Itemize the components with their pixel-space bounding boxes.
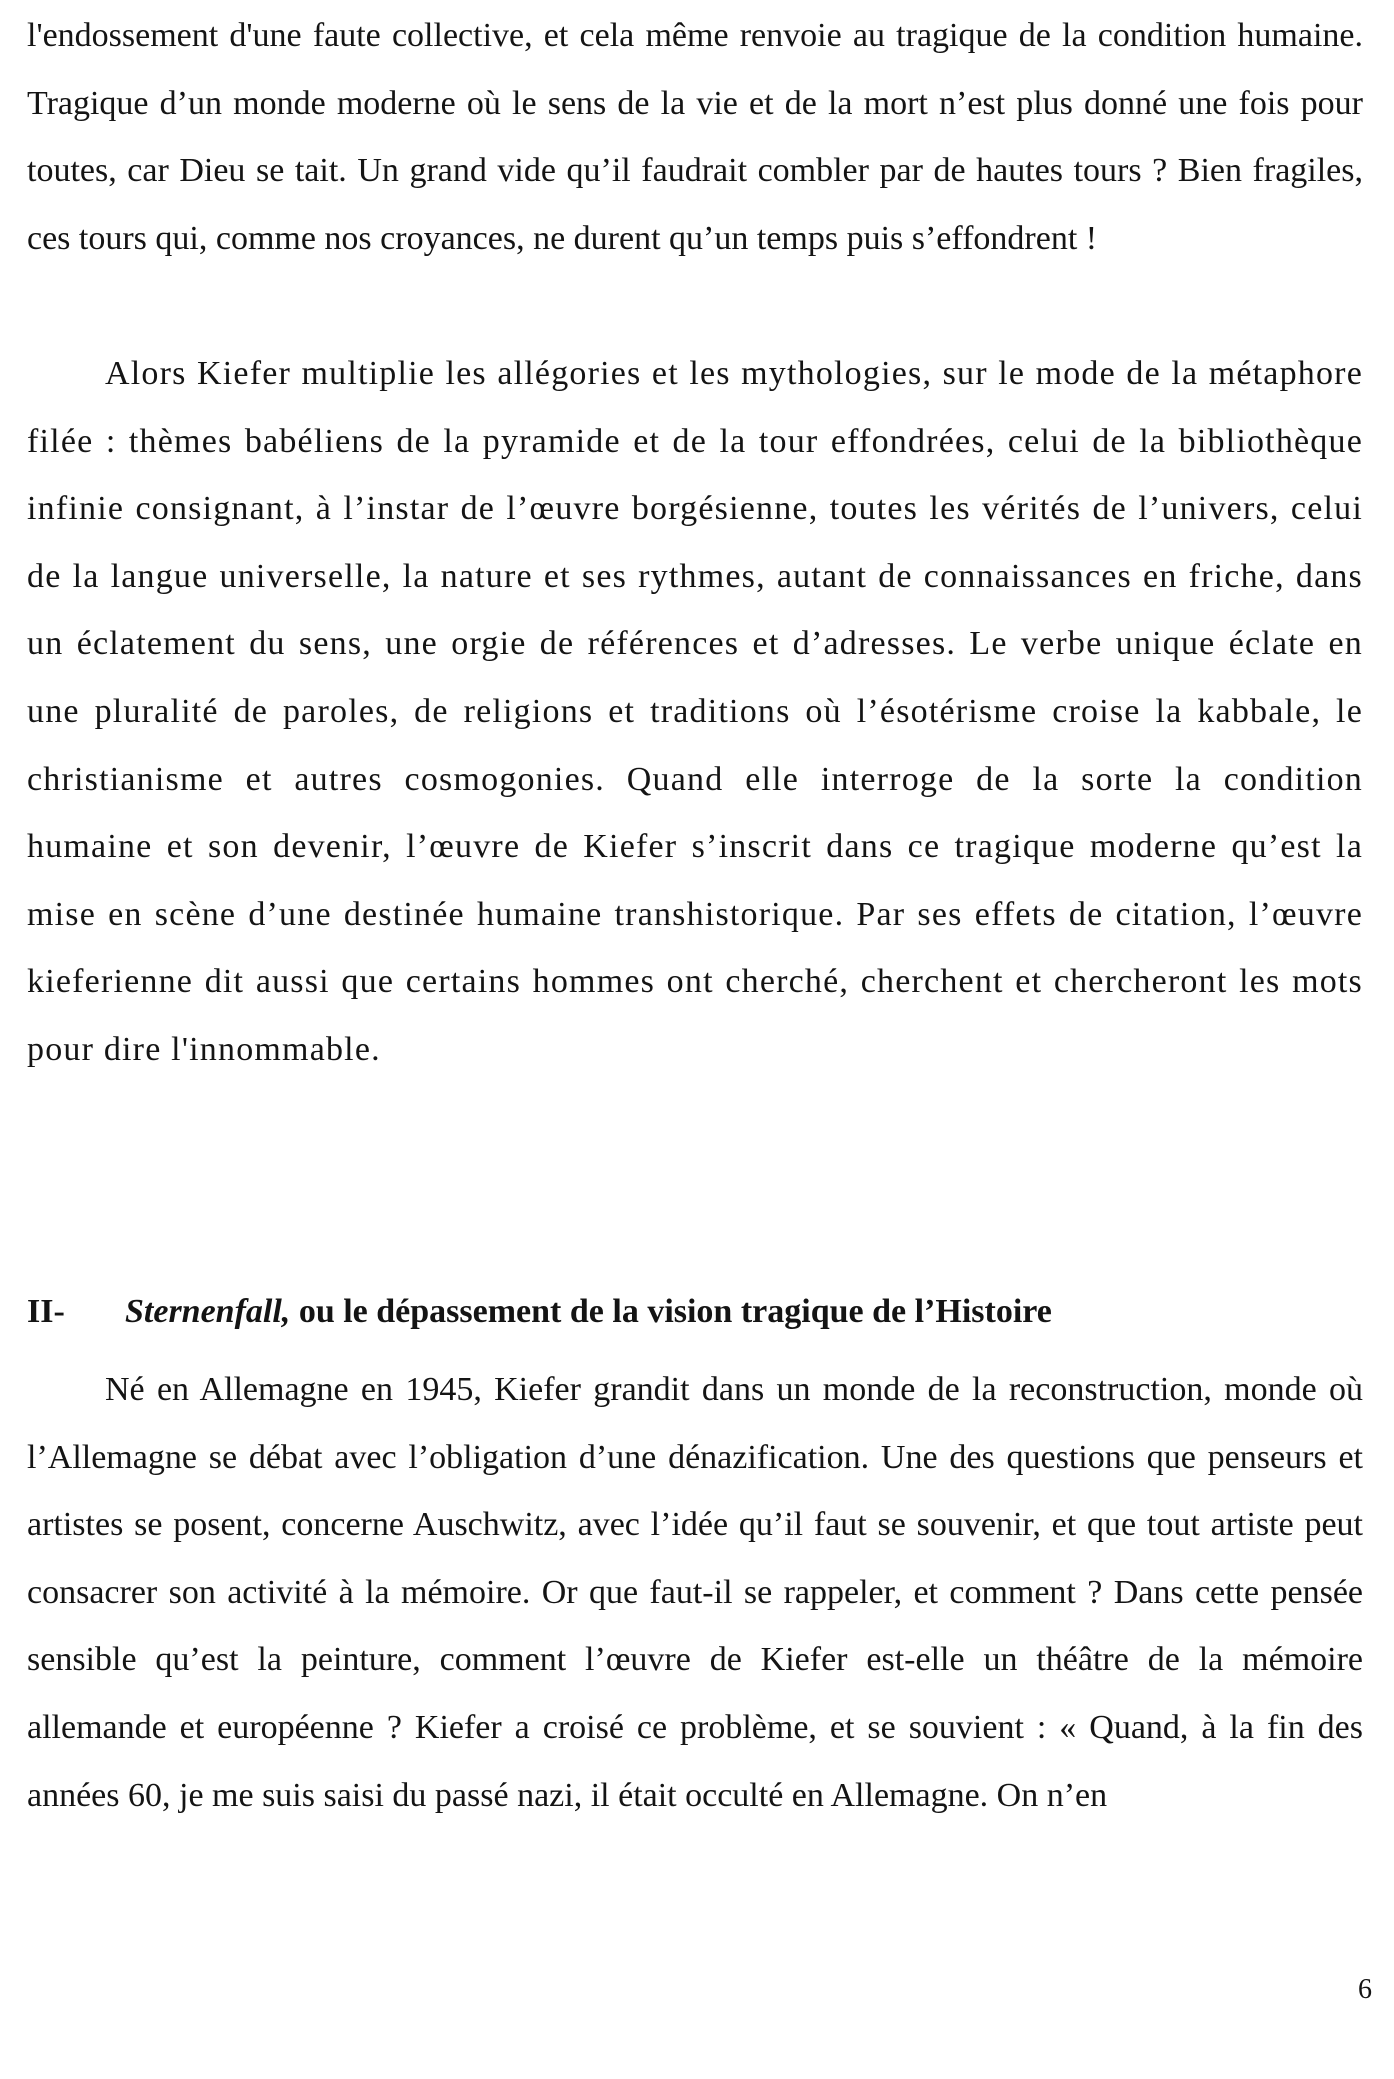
section-heading <box>27 1278 1363 1346</box>
page-number: 6 <box>1358 1974 1372 2005</box>
section-title-rest: ou le dépassement de la vision tragique de l’Histoire <box>290 1293 1052 1330</box>
section-title-italic: Sternenfall, <box>125 1293 291 1330</box>
paragraph-1: l'endossement d'une faute collective, et cela même renvoie au tragique de la condition humaine. Tragique d’un monde moderne où le sens de la vie et de la mort n’est plus donné une fois pour toutes, car Dieu se tait. Un grand vide qu’il faudrait combler par de hautes tours ? Bien fragiles, ces tours qui, comme nos croyances, ne durent qu’un temps puis s’effondrent ! <box>27 17 1363 257</box>
section-number: II- <box>27 1293 65 1330</box>
document-page <box>27 0 1363 2079</box>
paragraph-3: Né en Allemagne en 1945, Kiefer grandit dans un monde de la reconstruction, monde où l’Allemagne se débat avec l’obligation d’une dénazification. Une des questions que penseurs et artistes se posent, concerne Auschwitz, avec l’idée qu’il faut se souvenir, et que tout artiste peut consacrer son activité à la mémoire. Or que faut-il se rappeler, et comment ? Dans cette pensée sensible qu’est la peinture, comment l’œuvre de Kiefer est-elle un théâtre de la mémoire allemande et européenne ? Kiefer a croisé ce problème, et se souvient : « Quand, à la fin des années 60, je me suis saisi du passé nazi, il était occulté en Allemagne. On n’en <box>27 1371 1363 1814</box>
paragraph-2: Alors Kiefer multiplie les allégories et les mythologies, sur le mode de la métaphore filée : thèmes babéliens de la pyramide et de la tour effondrées, celui de la bibliothèque infinie consignant, à l’instar de l’œuvre borgésienne, toutes les vérités de l’univers, celui de la langue universelle, la nature et ses rythmes, autant de connaissances en friche, dans un éclatement du sens, une orgie de références et d’adresses. Le verbe unique éclate en une pluralité de paroles, de religions et traditions où l’ésotérisme croise la kabbale, le christianisme et autres cosmogonies. Quand elle interroge de la sorte la condition humaine et son devenir, l’œuvre de Kiefer s’inscrit dans ce tragique moderne qu’est la mise en scène d’une destinée humaine transhistorique. Par ses effets de citation, l’œuvre kieferienne dit aussi que certains hommes ont cherché, cherchent et chercheront les mots pour dire l'innommable. <box>27 355 1363 1068</box>
